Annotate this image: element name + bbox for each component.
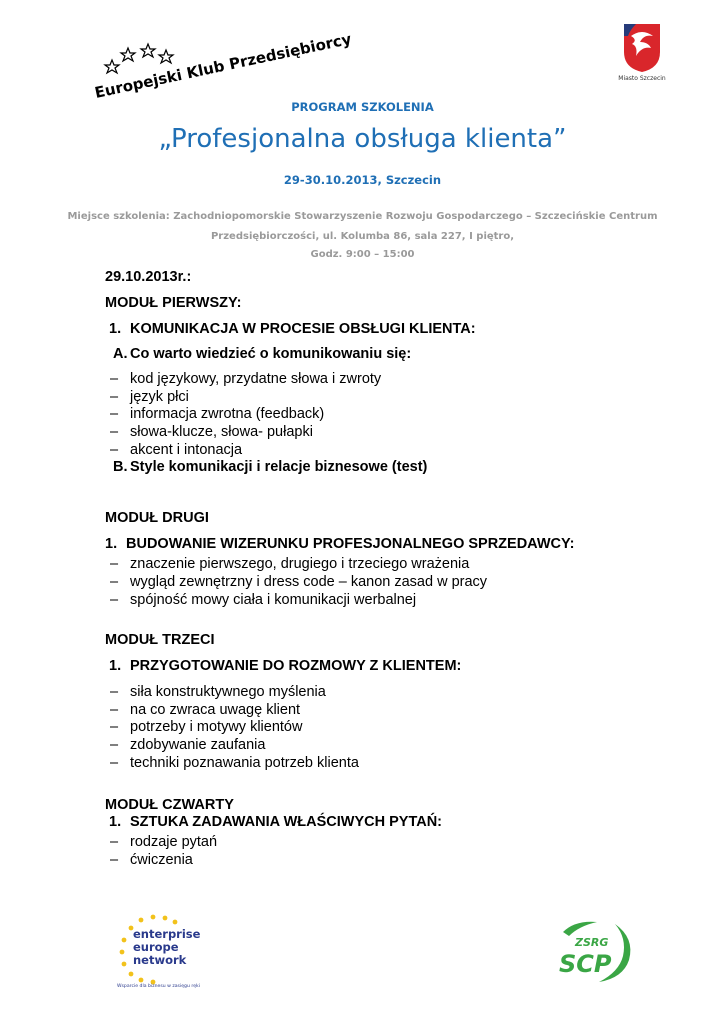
europejski-klub-logo: [90, 29, 353, 105]
enterprise-europe-network-logo: [115, 912, 215, 990]
module-2-number: 1.: [105, 536, 118, 552]
module-1-point-a-label: A.: [113, 346, 128, 362]
szczecin-logo: [618, 22, 666, 82]
module-3-title: MODUŁ TRZECI: [105, 632, 215, 648]
training-title: „Profesjonalna obsługa klienta”: [158, 124, 567, 154]
svg-text:enterprise: enterprise: [133, 927, 201, 941]
program-label: PROGRAM SZKOLENIA: [291, 100, 434, 114]
list-item: – zdobywanie zaufania: [130, 737, 265, 754]
list-item: – rodzaje pytań: [130, 834, 217, 851]
day-date: 29.10.2013r.:: [105, 269, 192, 285]
module-4-section: SZTUKA ZADAWANIA WŁAŚCIWYCH PYTAŃ:: [130, 814, 442, 830]
list-item: – akcent i intonacja: [130, 442, 242, 459]
list-item: – potrzeby i motywy klientów: [130, 719, 302, 736]
module-2-section: BUDOWANIE WIZERUNKU PROFESJONALNEGO SPRZEDAWCY:: [126, 536, 575, 552]
svg-text:europe: europe: [133, 940, 179, 954]
list-item: – siła konstruktywnego myślenia: [130, 684, 326, 701]
module-4-number: 1.: [109, 814, 122, 830]
training-date: 29-30.10.2013, Szczecin: [283, 173, 442, 187]
training-place-line1: Miejsce szkolenia: Zachodniopomorskie Stowarzyszenie Rozwoju Gospodarczego – Szczecińskie Centrum: [67, 211, 658, 222]
module-2-title: MODUŁ DRUGI: [105, 510, 209, 526]
list-item: – znaczenie pierwszego, drugiego i trzeciego wrażenia: [130, 556, 469, 573]
svg-text:SCP: SCP: [559, 950, 612, 978]
training-place-line2: Przedsiębiorczości, ul. Kolumba 86, sala 227, I piętro,: [210, 231, 515, 242]
list-item: – na co zwraca uwagę klient: [130, 702, 300, 719]
svg-text:Europejski Klub Przedsiębiorcy: Europejski Klub Przedsiębiorcy: [93, 29, 353, 102]
svg-text:Wsparcie dla biznesu w zasięgu: Wsparcie dla biznesu w zasięgu ręki: [117, 984, 200, 989]
module-3-section: PRZYGOTOWANIE DO ROZMOWY Z KLIENTEM:: [130, 658, 462, 674]
list-item: – kod językowy, przydatne słowa i zwroty: [130, 371, 381, 388]
list-item: – wygląd zewnętrzny i dress code – kanon zasad w pracy: [130, 574, 487, 591]
module-1-number: 1.: [109, 321, 122, 337]
module-3-number: 1.: [109, 658, 122, 674]
module-1-title: MODUŁ PIERWSZY:: [105, 295, 242, 311]
module-1-section: KOMUNIKACJA W PROCESIE OBSŁUGI KLIENTA:: [130, 321, 476, 337]
svg-text:Miasto Szczecin: Miasto Szczecin: [618, 75, 666, 82]
svg-text:ZSRG: ZSRG: [575, 936, 609, 949]
list-item: – język płci: [130, 389, 189, 406]
list-item: – ćwiczenia: [130, 852, 193, 869]
list-item: – techniki poznawania potrzeb klienta: [130, 755, 359, 772]
module-1-point-b: Style komunikacji i relacje biznesowe (test): [130, 459, 428, 475]
list-item: – słowa-klucze, słowa- pułapki: [130, 424, 313, 441]
module-4-title: MODUŁ CZWARTY: [105, 797, 234, 813]
svg-text:network: network: [133, 953, 187, 967]
list-item: – informacja zwrotna (feedback): [130, 406, 324, 423]
list-item: – spójność mowy ciała i komunikacji werbalnej: [130, 592, 416, 609]
module-1-point-a: Co warto wiedzieć o komunikowaniu się:: [130, 346, 412, 362]
zsrg-scp-logo: [555, 918, 637, 984]
training-hours: Godz. 9:00 – 15:00: [310, 249, 415, 260]
module-1-point-b-label: B.: [113, 459, 128, 475]
